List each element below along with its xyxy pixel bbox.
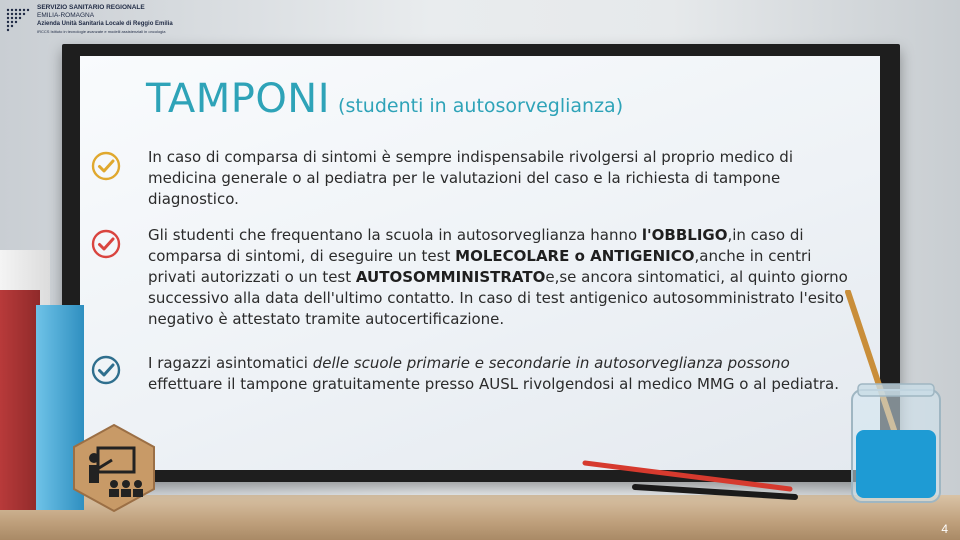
paint-jar-icon bbox=[838, 290, 950, 505]
check-circle-icon bbox=[91, 355, 121, 385]
logo-line-2: EMILIA-ROMAGNA bbox=[37, 12, 95, 19]
bullet-2-text-4: e,se ancora sintomatici, al quinto giorno successivo alla data dell'ultimo contatto. In caso di test antigenico autosomministrato l'esito negativo è attestato tramite autocertificazione. bbox=[148, 268, 848, 328]
bullet-2-text-2: ,in caso di comparsa di sintomi, di eseguire un test bbox=[148, 226, 804, 265]
logo-line-4: IRCCS Istituto in tecnologie avanzate e modelli assistenziali in oncologia bbox=[37, 29, 166, 34]
teacher-icon bbox=[68, 422, 160, 514]
bullet-3-text-2: effettuare il tampone gratuitamente presso AUSL rivolgendosi al medico MMG o al pediatra. bbox=[148, 375, 839, 393]
logo-line-3: Azienda Unità Sanitaria Locale di Reggio Emilia bbox=[37, 21, 173, 27]
pencil-icon bbox=[575, 455, 805, 505]
title-main: TAMPONI bbox=[146, 76, 331, 122]
logo-line-1: SERVIZIO SANITARIO REGIONALE bbox=[37, 4, 145, 11]
logo-dots-icon bbox=[4, 6, 34, 36]
bullet-3-italic-1: delle scuole primarie e secondarie in autosorveglianza possono bbox=[312, 354, 790, 372]
bullet-paragraph-2 bbox=[148, 225, 848, 330]
bullet-2-bold-3: AUTOSOMMINISTRATO bbox=[355, 268, 546, 286]
logo bbox=[4, 4, 204, 40]
page-number: 4 bbox=[941, 522, 948, 536]
page-title bbox=[146, 76, 623, 122]
bullet-2-bold-1: l'OBBLIGO bbox=[641, 226, 728, 244]
bullet-2-bold-2: MOLECOLARE o ANTIGENICO bbox=[455, 247, 695, 265]
bullet-paragraph-3 bbox=[148, 353, 848, 395]
title-sub: (studenti in autosorveglianza) bbox=[338, 95, 624, 117]
check-circle-icon bbox=[91, 229, 121, 259]
bullet-3-text-1: I ragazzi asintomatici bbox=[148, 354, 313, 372]
bullet-2-text-3: ,anche in centri privati autorizzati o un test bbox=[148, 247, 812, 286]
book-red bbox=[0, 290, 40, 510]
bullet-paragraph-1: In caso di comparsa di sintomi è sempre indispensabile rivolgersi al proprio medico di medicina generale o al pediatra per le valutazioni del caso e la richiesta di tampone diagnostico. bbox=[148, 148, 793, 208]
logo-text bbox=[37, 4, 173, 36]
check-circle-icon bbox=[91, 151, 121, 181]
bullet-2-text-1: Gli studenti che frequentano la scuola in autosorveglianza hanno bbox=[148, 226, 642, 244]
